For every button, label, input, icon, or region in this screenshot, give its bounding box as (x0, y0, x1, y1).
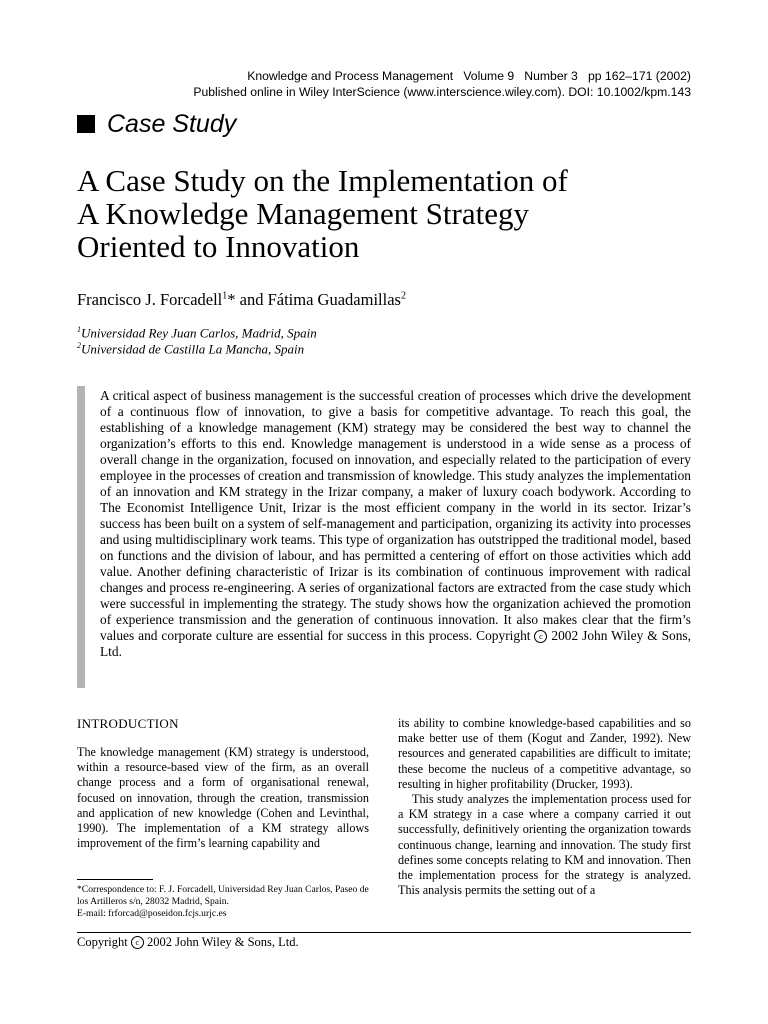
author-joiner: and (235, 290, 268, 309)
footnote-address: *Correspondence to: F. J. Forcadell, Universidad Rey Juan Carlos, Paseo de los Artilleros s/n, 28032 Madrid, Spain. (77, 884, 369, 907)
affiliation-mark: 1 (77, 325, 81, 334)
square-bullet-icon (77, 115, 95, 133)
left-column (77, 716, 369, 851)
right-column (398, 716, 691, 898)
correspondence-footnote (77, 884, 369, 920)
section-heading (77, 110, 236, 139)
body-paragraph: its ability to combine knowledge-based capabilities and so make better use of them (Kogut and Zander, 1992). New resources and generated capabilities are difficult to imitate; these become the nucleus of a competitive advantage, so resulting in higher profitability (Drucker, 1993). (398, 716, 691, 791)
correspondence-mark: * (227, 290, 236, 309)
footnote-rule (77, 879, 153, 880)
abstract-copyright: Copyright c 2002 John Wiley & Sons, Ltd. (100, 628, 691, 659)
footer-rule (77, 932, 691, 933)
body-paragraph: The knowledge management (KM) strategy is understood, within a resource-based view of the firm, as an overall change process and a form of organisational renewal, focused on innovation, through the creation, transmission and application of new knowledge (Cohen and Levinthal, 1990). The implementation of a KM strategy allows improvement of the firm’s learning capability and (77, 745, 369, 851)
affiliation-text: Universidad de Castilla La Mancha, Spain (81, 341, 305, 357)
introduction-heading: INTRODUCTION (77, 716, 179, 731)
affiliation (77, 341, 304, 357)
title-line: A Knowledge Management Strategy (77, 196, 529, 231)
footnote-email: E-mail: frforcad@poseidon.fcjs.urjc.es (77, 908, 227, 919)
journal-citation-line: Knowledge and Process Management Volume 9 Number 3 pp 162–171 (2002) (247, 69, 691, 83)
copyright-icon: c (534, 630, 547, 643)
title-line: A Case Study on the Implementation of (77, 163, 568, 198)
affiliation-mark: 2 (77, 341, 81, 350)
affiliation-mark: 2 (400, 290, 406, 302)
article-title (77, 164, 717, 263)
author-name: Francisco J. Forcadell (77, 290, 223, 309)
published-online-line: Published online in Wiley InterScience (www.interscience.wiley.com). DOI: 10.1002/kpm.143 (193, 85, 691, 99)
section-label: Case Study (107, 110, 237, 138)
affiliation-mark: 1 (222, 290, 228, 302)
author-name: Fátima Guadamillas (267, 290, 401, 309)
abstract (100, 388, 691, 660)
abstract-text: A critical aspect of business management is the successful creation of processes which drive the development of a continuous flow of innovation, to give a basis for competitive advantage. To reach this goal, the establishing of a knowledge management (KM) strategy may be considered the best way to channel the organization’s efforts to this end. Knowledge management is understood in a wide sense as a process of overall change in the organization, focused on innovation, and especially related to the participation of every employee in the processes of creation and transmission of knowledge. This study analyzes the implementation of an innovation and KM strategy in the Irizar company, a maker of luxury coach bodywork. According to The Economist Intelligence Unit, Irizar is the most efficient company in the world in its sector. Irizar’s success has been built on a system of self-management and participation, organizing its activity into processes and using multidisciplinary work teams. This type of organization has outstripped the traditional model, based on functions and the division of labour, and has permitted a centering of effort on those activities which add value. Another defining characteristic of Irizar is its combination of continuous improvement with radical changes and process re-engineering. A series of organizational factors are extracted from the case study which were successful in implementing the strategy. The study shows how the organization achieved the promotion of experience transmission and the generation of continuous innovation. It also makes clear that the firm’s values and corporate culture are essential for success in this process. (100, 388, 691, 643)
title-line: Oriented to Innovation (77, 229, 360, 264)
affiliation-text: Universidad Rey Juan Carlos, Madrid, Spain (81, 325, 317, 341)
copyright-icon: c (131, 936, 144, 949)
abstract-side-bar (77, 386, 85, 688)
footer-copyright: Copyright c 2002 John Wiley & Sons, Ltd. (77, 935, 299, 949)
author-line (77, 290, 406, 310)
body-paragraph: This study analyzes the implementation process used for a KM strategy in a case where a company carried it out successfully, definitively orienting the organization towards continuous change, learning and innovation. The study first defines some concepts relating to KM and innovation. Then the implementation process for the strategy is analyzed. This analysis permits the setting out of a (398, 792, 691, 898)
affiliation (77, 325, 317, 341)
